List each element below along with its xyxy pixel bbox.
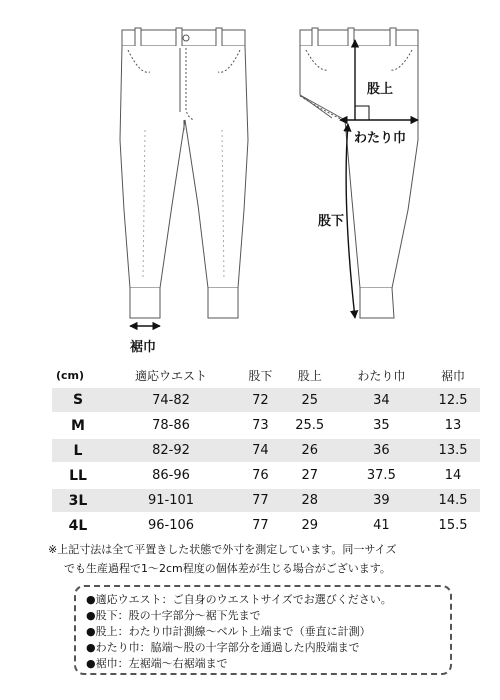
definition-item: ●わたり巾：脇端〜股の十字部分を通過した内股端まで xyxy=(86,641,360,654)
hem-cell: 13 xyxy=(444,418,462,433)
waist-cell: 74-82 xyxy=(152,392,190,408)
note-line-1: ※上記寸法は全て平置きした状態で外寸を測定しています。同一サイズ xyxy=(48,543,397,556)
header-thigh: わたり巾 xyxy=(357,368,406,383)
header-waist: 適応ウエスト xyxy=(135,368,208,383)
hem-cell: 13.5 xyxy=(438,443,468,458)
rise-cell: 26 xyxy=(301,443,318,458)
size-cell: 4L xyxy=(68,517,88,534)
definition-item: ●股上：わたり巾計測線〜ベルト上端まで（垂直に計測） xyxy=(86,625,371,638)
header-rise: 股上 xyxy=(297,368,322,383)
table-row xyxy=(52,388,480,413)
thigh-cell: 36 xyxy=(373,443,390,458)
inseam-cell: 77 xyxy=(252,518,269,533)
waist-cell: 96-106 xyxy=(148,518,195,533)
waist-cell: 86-96 xyxy=(152,468,190,483)
inseam-cell: 74 xyxy=(252,443,269,458)
table-row xyxy=(52,438,480,463)
definition-item: ●裾巾：左裾端〜右裾端まで xyxy=(86,657,228,670)
hem-label: 裾巾 xyxy=(130,340,157,355)
rise-label: 股上 xyxy=(367,82,394,97)
size-cell: S xyxy=(72,392,84,408)
rise-cell: 25.5 xyxy=(295,418,325,433)
header-hem: 裾巾 xyxy=(441,368,466,383)
inseam-cell: 76 xyxy=(252,468,269,483)
size-cell: M xyxy=(71,417,85,434)
table-row xyxy=(52,463,480,488)
table-row xyxy=(52,513,480,538)
thigh-cell: 41 xyxy=(373,518,390,533)
note-line-2: でも生産過程で1〜2cm程度の個体差が生じる場合がございます。 xyxy=(64,562,391,575)
size-cell: L xyxy=(73,442,83,459)
inseam-cell: 77 xyxy=(252,493,269,508)
unit-label: (cm) xyxy=(56,368,85,382)
hem-cell: 15.5 xyxy=(438,518,468,533)
table-header-row xyxy=(52,362,480,388)
thigh-cell: 39 xyxy=(373,493,390,508)
waist-cell: 91-101 xyxy=(148,493,195,508)
definition-item: ●適応ウエスト：ご自身のウエストサイズでお選びください。 xyxy=(86,593,392,606)
rise-cell: 29 xyxy=(301,518,318,533)
definitions-box xyxy=(74,585,452,675)
waist-cell: 78-86 xyxy=(152,418,190,433)
definition-item: ●股下：股の十字部分〜裾下先まで xyxy=(86,609,261,622)
inseam-cell: 72 xyxy=(252,392,269,408)
thigh-cell: 34 xyxy=(373,392,390,408)
side-view-pants xyxy=(300,28,418,318)
thigh-cell: 35 xyxy=(373,418,390,433)
thigh-label: わたり巾 xyxy=(354,131,407,146)
header-inseam: 股下 xyxy=(248,368,273,383)
size-cell: 3L xyxy=(68,492,88,509)
inseam-label: 股下 xyxy=(318,214,345,229)
thigh-cell: 37.5 xyxy=(366,468,396,483)
rise-cell: 25 xyxy=(301,392,318,408)
table-row xyxy=(52,413,480,438)
front-view-pants xyxy=(120,28,248,318)
inseam-cell: 73 xyxy=(252,418,269,433)
hem-cell: 12.5 xyxy=(438,392,468,408)
size-cell: LL xyxy=(69,467,87,484)
size-table xyxy=(52,362,480,539)
hem-cell: 14.5 xyxy=(438,493,468,508)
table-row xyxy=(52,488,480,513)
hem-cell: 14 xyxy=(444,468,462,483)
waist-cell: 82-92 xyxy=(152,443,190,458)
rise-cell: 28 xyxy=(301,493,318,508)
rise-cell: 27 xyxy=(301,468,318,483)
measurement-note xyxy=(48,540,488,578)
